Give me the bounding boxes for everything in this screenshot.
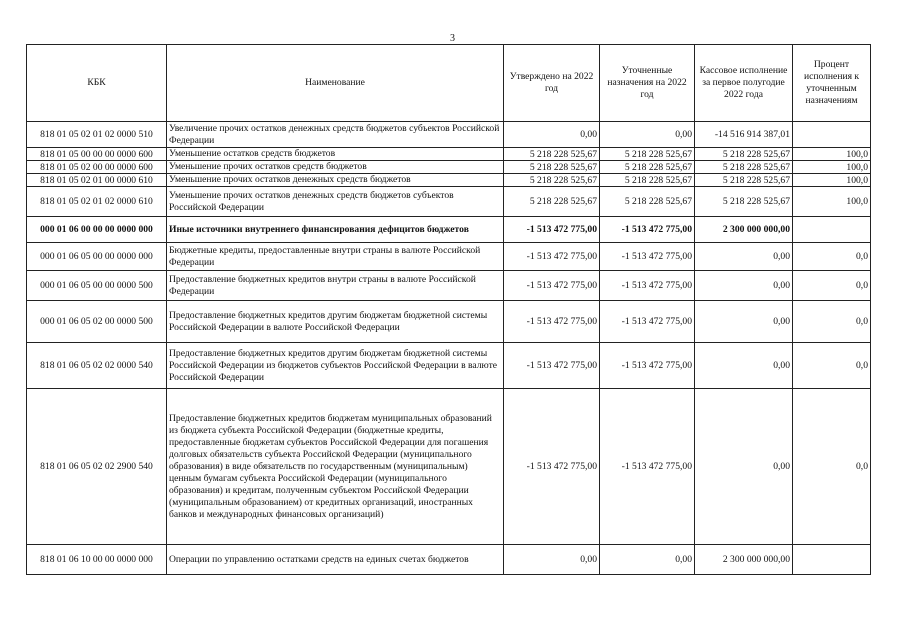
approved-cell: -1 513 472 775,00 [504, 301, 600, 343]
percent-cell: 0,0 [793, 271, 871, 301]
revised-cell: 0,00 [600, 545, 695, 575]
kbk-cell: 818 01 06 05 02 02 0000 540 [27, 343, 167, 389]
kbk-cell: 818 01 05 02 01 02 0000 610 [27, 187, 167, 217]
percent-cell [793, 545, 871, 575]
revised-cell: -1 513 472 775,00 [600, 271, 695, 301]
table-row [27, 301, 871, 343]
approved-cell: 5 218 228 525,67 [504, 187, 600, 217]
header-kbk: КБК [27, 45, 167, 122]
approved-cell: -1 513 472 775,00 [504, 343, 600, 389]
name-cell: Предоставление бюджетных кредитов бюджетам муниципальных образований из бюджета субъекта Российской Федерации (бюджетные кредиты, предоставленные бюджетам субъектов Российской Федерации для погашения долговых обязательств субъекта Российской Федерации (муниципального образования) в виде обязательств по государственным (муниципальным) ценным бумагам субъекта Российской Федерации (муниципального образования) и кредитам, полученным субъектом Российской Федерации (муниципальным образованием) от кредитных организаций, иностранных банков и международных финансовых организаций) [167, 389, 504, 545]
cash-cell: 0,00 [695, 271, 793, 301]
cash-cell: 2 300 000 000,00 [695, 217, 793, 243]
approved-cell: -1 513 472 775,00 [504, 271, 600, 301]
kbk-cell: 818 01 06 05 02 02 2900 540 [27, 389, 167, 545]
approved-cell: -1 513 472 775,00 [504, 217, 600, 243]
cash-cell: -14 516 914 387,01 [695, 122, 793, 148]
kbk-cell: 000 01 06 00 00 00 0000 000 [27, 217, 167, 243]
kbk-cell: 000 01 06 05 02 00 0000 500 [27, 301, 167, 343]
cash-cell: 0,00 [695, 343, 793, 389]
cash-cell: 5 218 228 525,67 [695, 148, 793, 161]
name-cell: Предоставление бюджетных кредитов внутри страны в валюте Российской Федерации [167, 271, 504, 301]
cash-cell: 5 218 228 525,67 [695, 174, 793, 187]
table-row [27, 174, 871, 187]
header-percent: Процент исполнения к уточненным назначениям [793, 45, 871, 122]
approved-cell: 5 218 228 525,67 [504, 161, 600, 174]
table-row [27, 122, 871, 148]
percent-cell: 0,0 [793, 301, 871, 343]
table-row [27, 389, 871, 545]
revised-cell: -1 513 472 775,00 [600, 217, 695, 243]
revised-cell: -1 513 472 775,00 [600, 343, 695, 389]
cash-cell: 0,00 [695, 243, 793, 271]
cash-cell: 2 300 000 000,00 [695, 545, 793, 575]
percent-cell: 100,0 [793, 174, 871, 187]
approved-cell: 5 218 228 525,67 [504, 148, 600, 161]
revised-cell: 0,00 [600, 122, 695, 148]
percent-cell [793, 122, 871, 148]
kbk-cell: 818 01 05 02 01 02 0000 510 [27, 122, 167, 148]
table-row [27, 271, 871, 301]
revised-cell: -1 513 472 775,00 [600, 243, 695, 271]
name-cell: Операции по управлению остатками средств на единых счетах бюджетов [167, 545, 504, 575]
kbk-cell: 818 01 06 10 00 00 0000 000 [27, 545, 167, 575]
name-cell: Уменьшение прочих остатков средств бюджетов [167, 161, 504, 174]
budget-table [26, 44, 871, 575]
name-cell: Предоставление бюджетных кредитов другим бюджетам бюджетной системы Российской Федерации из бюджетов субъектов Российской Федерации в валюте Российской Федерации [167, 343, 504, 389]
approved-cell: -1 513 472 775,00 [504, 389, 600, 545]
table-row [27, 243, 871, 271]
percent-cell: 0,0 [793, 343, 871, 389]
header-row [27, 45, 871, 122]
percent-cell: 100,0 [793, 161, 871, 174]
name-cell: Уменьшение прочих остатков денежных средств бюджетов [167, 174, 504, 187]
table-row [27, 187, 871, 217]
table-row [27, 343, 871, 389]
table-row [27, 161, 871, 174]
kbk-cell: 818 01 05 02 00 00 0000 600 [27, 161, 167, 174]
name-cell: Увеличение прочих остатков денежных средств бюджетов субъектов Российской Федерации [167, 122, 504, 148]
approved-cell: 0,00 [504, 545, 600, 575]
revised-cell: 5 218 228 525,67 [600, 187, 695, 217]
header-cash: Кассовое исполнение за первое полугодие 2022 года [695, 45, 793, 122]
cash-cell: 5 218 228 525,67 [695, 161, 793, 174]
kbk-cell: 818 01 05 02 01 00 0000 610 [27, 174, 167, 187]
header-name: Наименование [167, 45, 504, 122]
table-row [27, 217, 871, 243]
table-row [27, 148, 871, 161]
revised-cell: 5 218 228 525,67 [600, 161, 695, 174]
approved-cell: 5 218 228 525,67 [504, 174, 600, 187]
page-number: 3 [450, 33, 455, 44]
revised-cell: 5 218 228 525,67 [600, 148, 695, 161]
approved-cell: -1 513 472 775,00 [504, 243, 600, 271]
cash-cell: 0,00 [695, 301, 793, 343]
approved-cell: 0,00 [504, 122, 600, 148]
name-cell: Уменьшение прочих остатков денежных средств бюджетов субъектов Российской Федерации [167, 187, 504, 217]
percent-cell: 100,0 [793, 148, 871, 161]
revised-cell: 5 218 228 525,67 [600, 174, 695, 187]
table-row [27, 545, 871, 575]
cash-cell: 0,00 [695, 389, 793, 545]
cash-cell: 5 218 228 525,67 [695, 187, 793, 217]
revised-cell: -1 513 472 775,00 [600, 301, 695, 343]
percent-cell: 0,0 [793, 389, 871, 545]
header-approved: Утверждено на 2022 год [504, 45, 600, 122]
percent-cell: 0,0 [793, 243, 871, 271]
revised-cell: -1 513 472 775,00 [600, 389, 695, 545]
percent-cell: 100,0 [793, 187, 871, 217]
name-cell: Иные источники внутреннего финансирования дефицитов бюджетов [167, 217, 504, 243]
percent-cell [793, 217, 871, 243]
header-revised: Уточненные назначения на 2022 год [600, 45, 695, 122]
name-cell: Бюджетные кредиты, предоставленные внутри страны в валюте Российской Федерации [167, 243, 504, 271]
kbk-cell: 818 01 05 00 00 00 0000 600 [27, 148, 167, 161]
name-cell: Предоставление бюджетных кредитов другим бюджетам бюджетной системы Российской Федерации в валюте Российской Федерации [167, 301, 504, 343]
kbk-cell: 000 01 06 05 00 00 0000 500 [27, 271, 167, 301]
name-cell: Уменьшение остатков средств бюджетов [167, 148, 504, 161]
kbk-cell: 000 01 06 05 00 00 0000 000 [27, 243, 167, 271]
